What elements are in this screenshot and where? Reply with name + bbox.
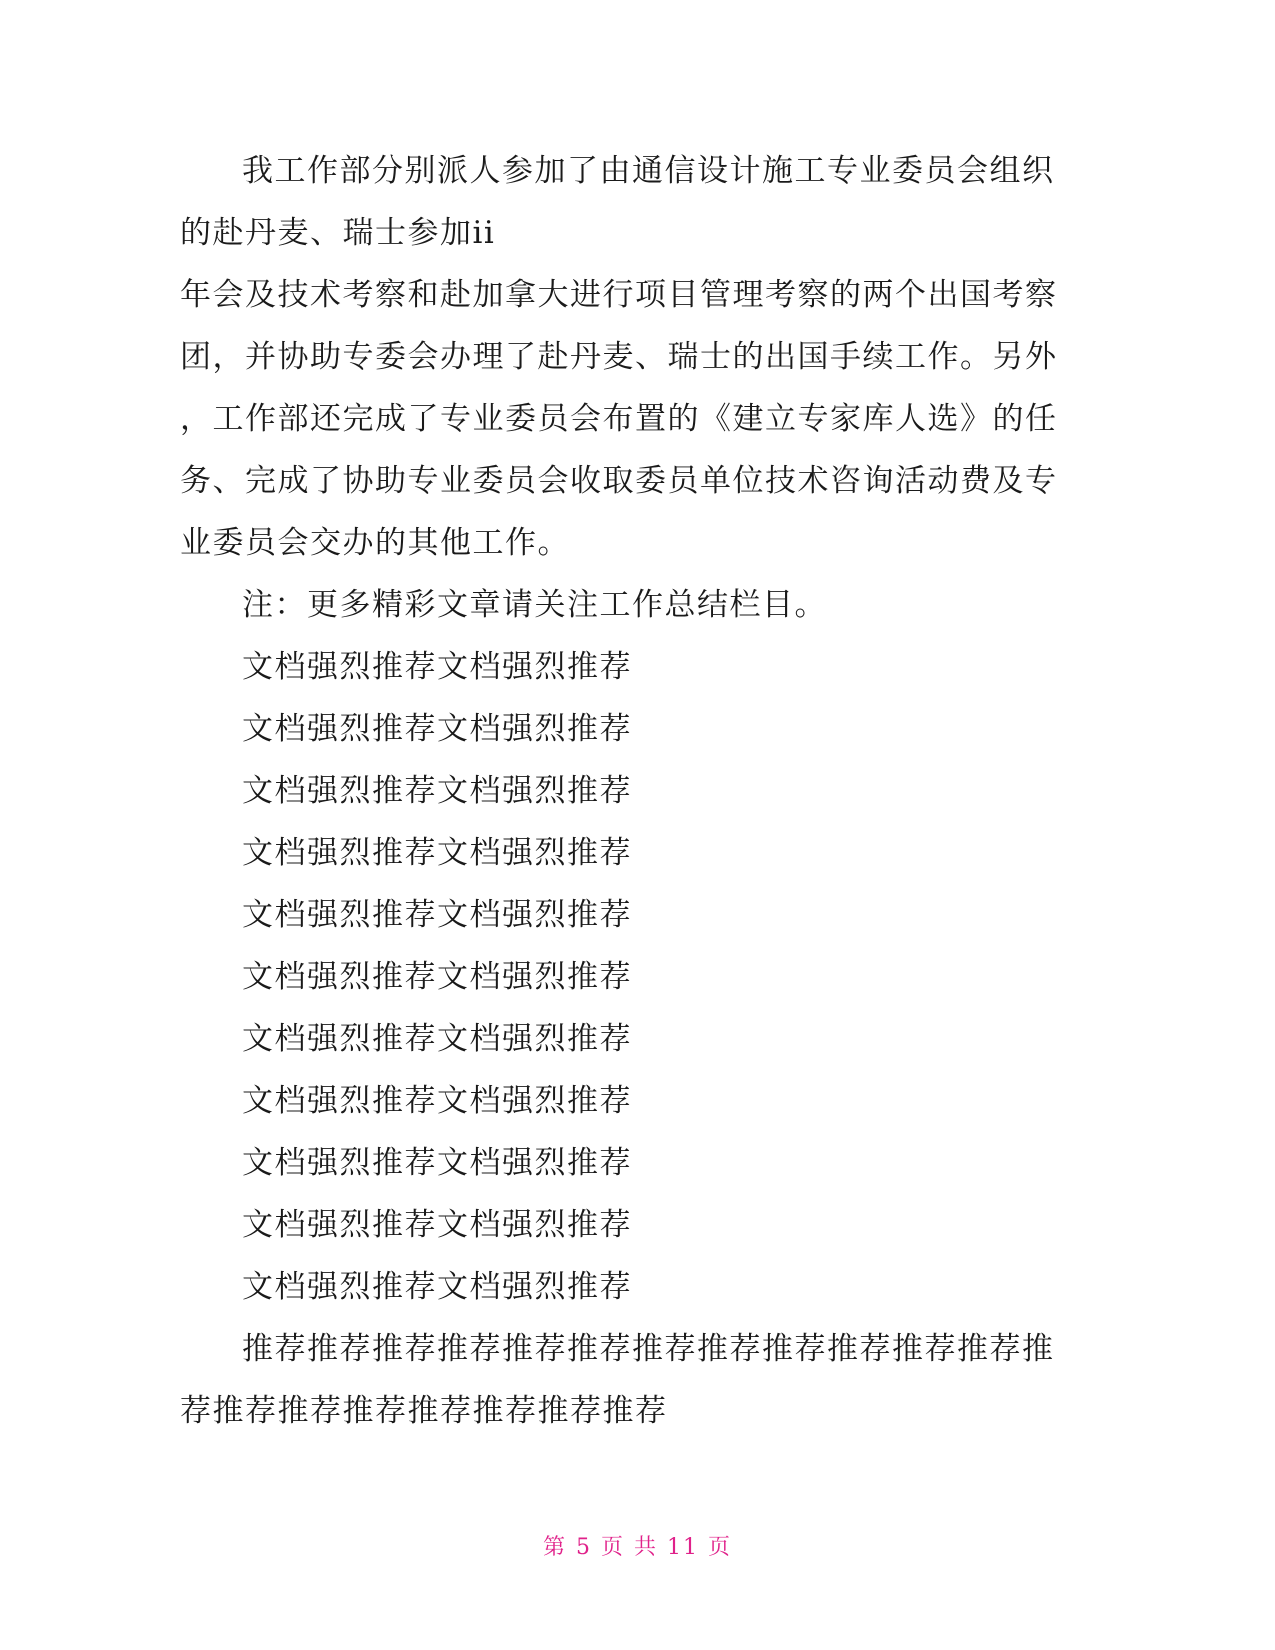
paragraph-line: 务、完成了协助专业委员会收取委员单位技术咨询活动费及专 xyxy=(180,463,1058,499)
recommend-line: 文档强烈推荐文档强烈推荐 xyxy=(242,1021,632,1057)
recommend-line: 文档强烈推荐文档强烈推荐 xyxy=(242,1269,632,1305)
paragraph-line: 业委员会交办的其他工作。 xyxy=(180,525,570,561)
paragraph-line: 我工作部分别派人参加了由通信设计施工专业委员会组织 xyxy=(242,153,1055,189)
paragraph-line: ，工作部还完成了专业委员会布置的《建立专家库人选》的任 xyxy=(180,401,1058,437)
paragraph-line: 团，并协助专委会办理了赴丹麦、瑞士的出国手续工作。另外 xyxy=(180,339,1058,375)
recommend-line: 文档强烈推荐文档强烈推荐 xyxy=(242,649,632,685)
recommend-line: 文档强烈推荐文档强烈推荐 xyxy=(242,773,632,809)
recommend-line: 文档强烈推荐文档强烈推荐 xyxy=(242,1207,632,1243)
recommend-line: 文档强烈推荐文档强烈推荐 xyxy=(242,835,632,871)
paragraph-line: 的赴丹麦、瑞士参加ii xyxy=(180,215,496,251)
final-paragraph-line: 荐推荐推荐推荐推荐推荐推荐推荐 xyxy=(180,1393,668,1429)
recommend-line: 文档强烈推荐文档强烈推荐 xyxy=(242,897,632,933)
page-number-footer: 第 5 页 共 11 页 xyxy=(543,1535,732,1560)
final-paragraph-line: 推荐推荐推荐推荐推荐推荐推荐推荐推荐推荐推荐推荐推 xyxy=(242,1331,1055,1367)
note-line: 注：更多精彩文章请关注工作总结栏目。 xyxy=(242,587,827,623)
paragraph-line: 年会及技术考察和赴加拿大进行项目管理考察的两个出国考察 xyxy=(180,277,1058,313)
recommend-line: 文档强烈推荐文档强烈推荐 xyxy=(242,1145,632,1181)
recommend-line: 文档强烈推荐文档强烈推荐 xyxy=(242,1083,632,1119)
document-body xyxy=(180,140,1080,1442)
recommend-line: 文档强烈推荐文档强烈推荐 xyxy=(242,711,632,747)
recommend-line: 文档强烈推荐文档强烈推荐 xyxy=(242,959,632,995)
